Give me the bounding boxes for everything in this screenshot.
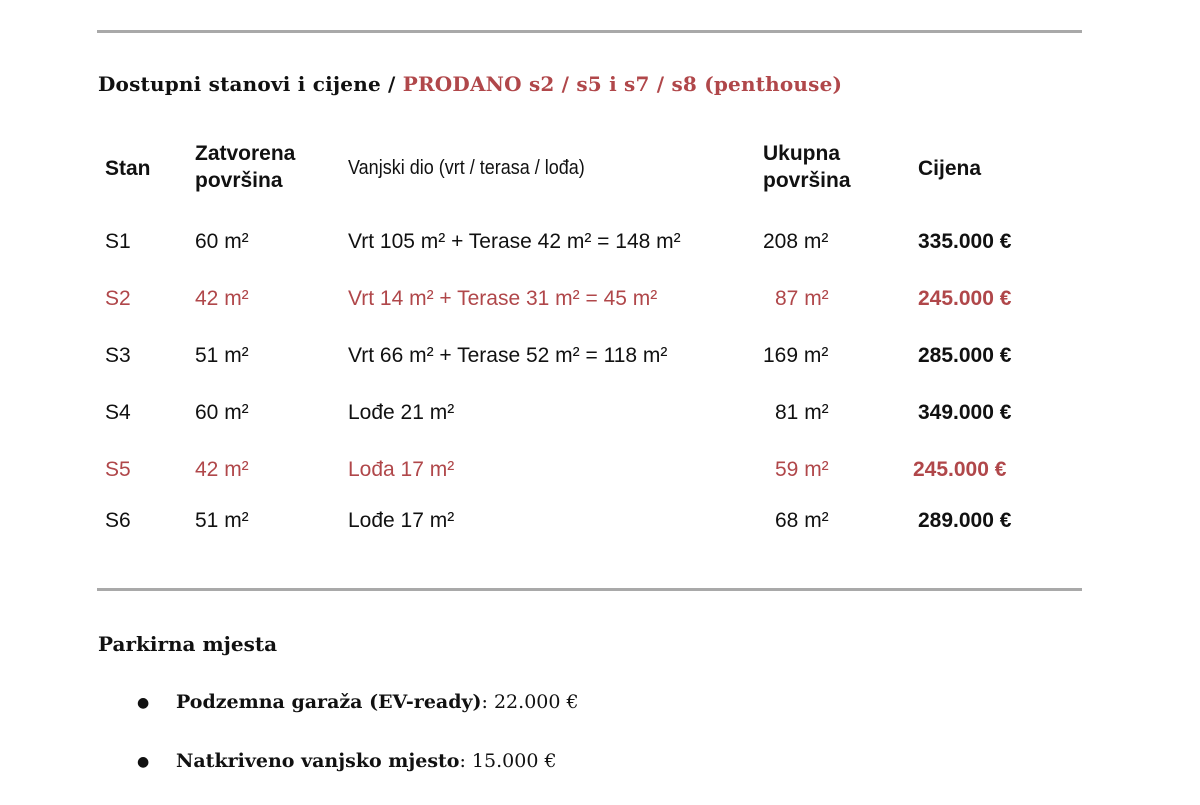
- row-outdoor: Lođe 21 m²: [348, 401, 455, 424]
- row-total-area: 87 m²: [775, 287, 829, 310]
- section-divider: [97, 588, 1082, 591]
- heading-prefix: Dostupni stanovi i cijene /: [98, 72, 403, 96]
- row-closed-area: 51 m²: [195, 509, 249, 532]
- row-closed-area: 60 m²: [195, 401, 249, 424]
- col-header-outdoor: Vanjski dio (vrt / terasa / lođa): [348, 157, 585, 179]
- row-outdoor: Lođe 17 m²: [348, 509, 455, 532]
- row-unit: S4: [105, 401, 131, 424]
- row-total-area: 59 m²: [775, 458, 829, 481]
- row-price: 285.000 €: [918, 344, 1012, 367]
- parking-item-price: : 15.000 €: [459, 750, 557, 772]
- row-outdoor: Vrt 105 m² + Terase 42 m² = 148 m²: [348, 230, 681, 253]
- row-unit: S1: [105, 230, 131, 253]
- bullet-icon: ●: [137, 754, 150, 770]
- row-outdoor: Vrt 14 m² + Terase 31 m² = 45 m²: [348, 287, 658, 310]
- row-price: 335.000 €: [918, 230, 1012, 253]
- row-price: 289.000 €: [918, 509, 1012, 532]
- row-closed-area: 51 m²: [195, 344, 249, 367]
- row-total-area: 81 m²: [775, 401, 829, 424]
- parking-item-name: Natkriveno vanjsko mjesto: [176, 750, 460, 772]
- row-total-area: 68 m²: [775, 509, 829, 532]
- row-total-area: 169 m²: [763, 344, 829, 367]
- row-outdoor: Vrt 66 m² + Terase 52 m² = 118 m²: [348, 344, 668, 367]
- row-closed-area: 42 m²: [195, 458, 249, 481]
- row-closed-area: 60 m²: [195, 230, 249, 253]
- col-header-price: Cijena: [918, 157, 982, 180]
- row-total-area: 208 m²: [763, 230, 829, 253]
- row-unit: S3: [105, 344, 131, 367]
- list-item: [137, 691, 579, 713]
- apartments-heading: [98, 72, 842, 96]
- row-price: 349.000 €: [918, 401, 1012, 424]
- col-header-total-area-line2: površina: [763, 169, 851, 193]
- bullet-icon: ●: [137, 695, 150, 711]
- parking-title: Parkirna mjesta: [98, 632, 278, 656]
- top-divider: [97, 30, 1082, 33]
- row-unit: S5: [105, 458, 131, 481]
- row-price: 245.000 €: [913, 458, 1007, 481]
- row-closed-area: 42 m²: [195, 287, 249, 310]
- col-header-closed-area-line2: površina: [195, 169, 283, 193]
- sold-note: PRODANO s2 / s5 i s7 / s8 (penthouse): [402, 72, 843, 96]
- row-unit: S2: [105, 287, 131, 310]
- parking-item-price: : 22.000 €: [481, 691, 579, 713]
- col-header-unit: Stan: [105, 157, 151, 180]
- col-header-total-area-line1: Ukupna: [763, 142, 841, 165]
- list-item: [137, 750, 557, 772]
- col-header-closed-area-line1: Zatvorena: [195, 142, 296, 165]
- row-outdoor: Lođa 17 m²: [348, 458, 455, 481]
- col-header-closed-area: [195, 140, 295, 195]
- row-unit: S6: [105, 509, 131, 532]
- parking-item-name: Podzemna garaža (EV-ready): [176, 691, 482, 713]
- row-price: 245.000 €: [918, 287, 1012, 310]
- col-header-total-area: [763, 140, 851, 195]
